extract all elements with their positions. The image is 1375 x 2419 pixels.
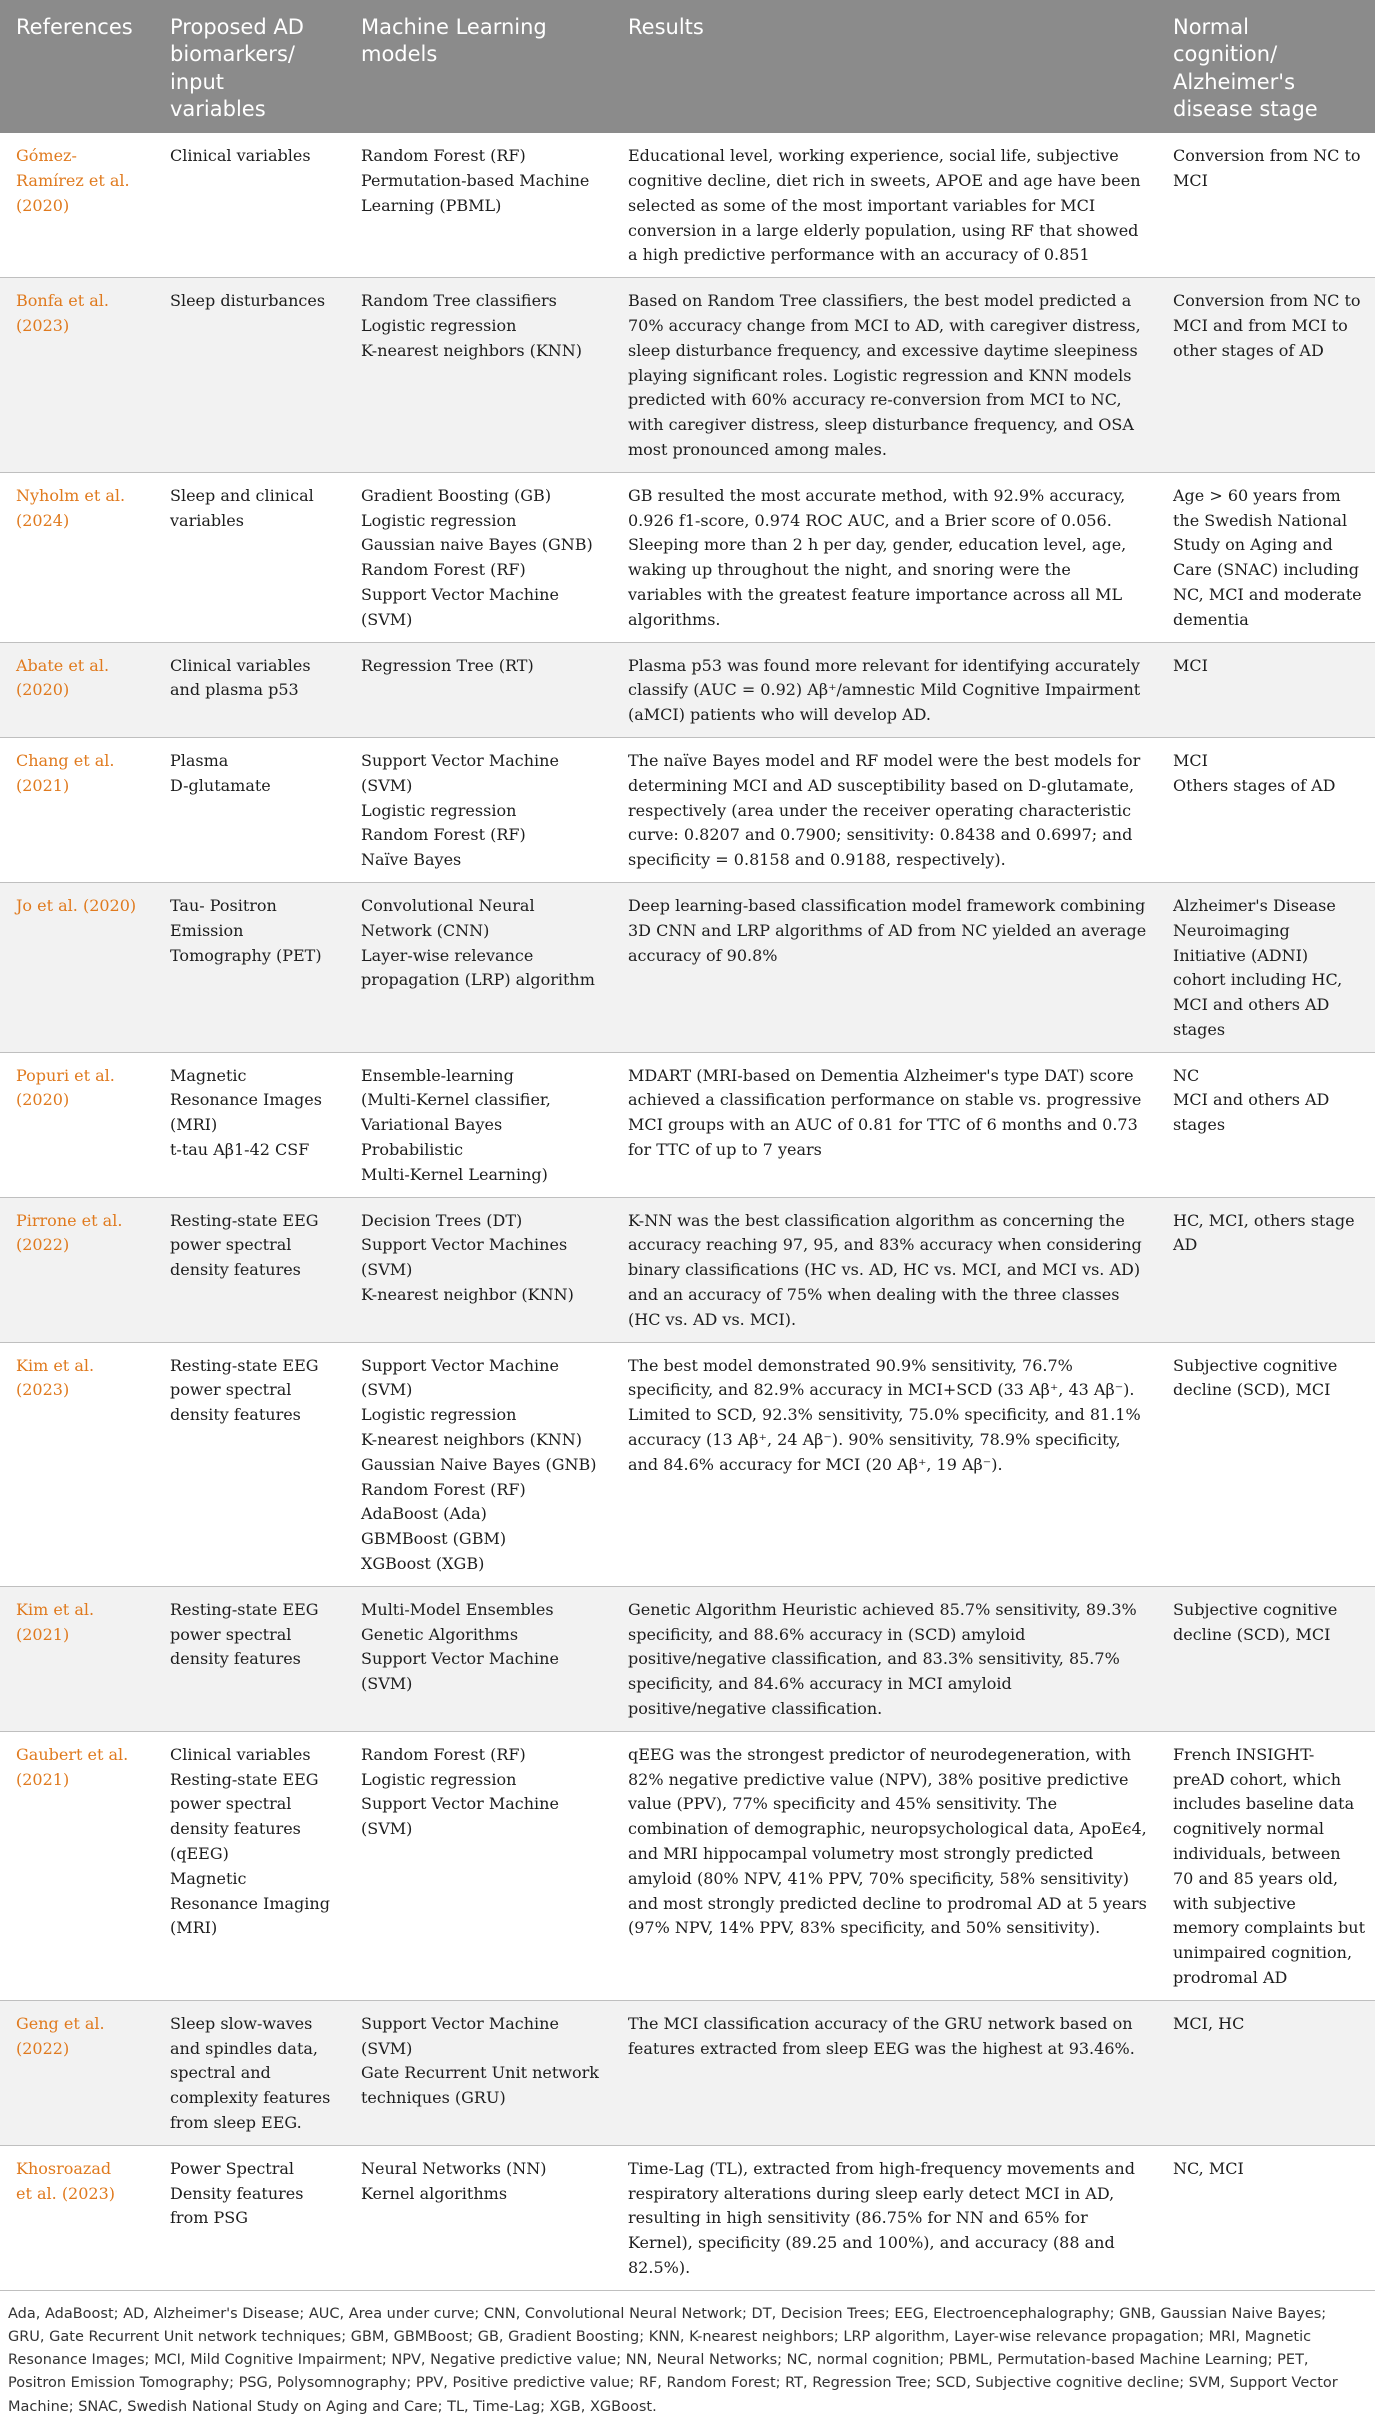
reference-link[interactable]: Kim et al. (2021) bbox=[0, 1586, 154, 1731]
table-row bbox=[0, 882, 1375, 1052]
biomarkers-cell: Clinical variables bbox=[154, 133, 345, 277]
results-cell: Based on Random Tree classifiers, the best model predicted a 70% accuracy change from MCI to AD, with caregiver distress, sleep disturbance frequency, and excessive daytime sleepiness playing significant roles. Logistic regression and KNN models predicted with 60% accuracy re-conversion from MCI to NC, with caregiver distress, sleep disturbance frequency, and OSA most pronounced among males. bbox=[612, 278, 1157, 473]
reference-link[interactable]: Chang et al. (2021) bbox=[0, 737, 154, 882]
stage-cell: MCI bbox=[1157, 642, 1375, 737]
stage-cell: Conversion from NC to MCI bbox=[1157, 133, 1375, 277]
stage-cell: Conversion from NC to MCI and from MCI to other stages of AD bbox=[1157, 278, 1375, 473]
results-cell: Educational level, working experience, social life, subjective cognitive decline, diet rich in sweets, APOE and age have been selected as some of the most important variables for MCI conversion in a large elderly population, using RF that showed a high predictive performance with an accuracy of 0.851 bbox=[612, 133, 1157, 277]
models-cell: Support Vector Machine (SVM) Gate Recurrent Unit network techniques (GRU) bbox=[345, 2000, 612, 2145]
models-cell: Convolutional Neural Network (CNN) Layer-wise relevance propagation (LRP) algorithm bbox=[345, 882, 612, 1052]
models-cell: Random Forest (RF) Permutation-based Machine Learning (PBML) bbox=[345, 133, 612, 277]
table-row bbox=[0, 133, 1375, 277]
reference-link[interactable]: Nyholm et al. (2024) bbox=[0, 472, 154, 642]
models-cell: Decision Trees (DT) Support Vector Machines (SVM) K-nearest neighbor (KNN) bbox=[345, 1197, 612, 1342]
results-cell: Deep learning-based classification model framework combining 3D CNN and LRP algorithms of AD from NC yielded an average accuracy of 90.8% bbox=[612, 882, 1157, 1052]
results-cell: The MCI classification accuracy of the GRU network based on features extracted from sleep EEG was the highest at 93.46%. bbox=[612, 2000, 1157, 2145]
table-body bbox=[0, 133, 1375, 2290]
results-cell: The naïve Bayes model and RF model were the best models for determining MCI and AD susceptibility based on D-glutamate, respectively (area under the receiver operating characteristic curve: 0.8207 and 0.7900; sensitivity: 0.8438 and 0.6997; and specificity = 0.8158 and 0.9188, respectively). bbox=[612, 737, 1157, 882]
biomarkers-cell: Resting-state EEG power spectral density features bbox=[154, 1342, 345, 1586]
models-cell: Ensemble-learning (Multi-Kernel classifier, Variational Bayes Probabilistic Multi-Kernel Learning) bbox=[345, 1052, 612, 1197]
stage-cell: Subjective cognitive decline (SCD), MCI bbox=[1157, 1342, 1375, 1586]
results-cell: qEEG was the strongest predictor of neurodegeneration, with 82% negative predictive value (NPV), 38% positive predictive value (PPV), 77% specificity and 45% sensitivity. The combination of demographic, neuropsychological data, ApoEϵ4, and MRI hippocampal volumetry most strongly predicted amyloid (80% NPV, 41% PPV, 70% specificity, 58% sensitivity) and most strongly predicted decline to prodromal AD at 5 years (97% NPV, 14% PPV, 83% specificity, and 50% sensitivity). bbox=[612, 1731, 1157, 2000]
biomarkers-cell: Tau- Positron Emission Tomography (PET) bbox=[154, 882, 345, 1052]
biomarkers-cell: Clinical variables and plasma p53 bbox=[154, 642, 345, 737]
reference-link[interactable]: Pirrone et al. (2022) bbox=[0, 1197, 154, 1342]
reference-link[interactable]: Gómez- Ramírez et al. (2020) bbox=[0, 133, 154, 277]
biomarkers-cell: Resting-state EEG power spectral density features bbox=[154, 1197, 345, 1342]
table-row bbox=[0, 1731, 1375, 2000]
table-row bbox=[0, 472, 1375, 642]
biomarkers-cell: Resting-state EEG power spectral density features bbox=[154, 1586, 345, 1731]
biomarkers-cell: Plasma D-glutamate bbox=[154, 737, 345, 882]
reference-link[interactable]: Khosroazad et al. (2023) bbox=[0, 2145, 154, 2290]
table-row bbox=[0, 737, 1375, 882]
results-cell: Time-Lag (TL), extracted from high-frequency movements and respiratory alterations during sleep early detect MCI in AD, resulting in high sensitivity (86.75% for NN and 65% for Kernel), specificity (89.25 and 100%), and accuracy (88 and 82.5%). bbox=[612, 2145, 1157, 2290]
header-ml-models: Machine Learning models bbox=[345, 0, 612, 133]
results-cell: The best model demonstrated 90.9% sensitivity, 76.7% specificity, and 82.9% accuracy in MCI+SCD (33 Aβ⁺, 43 Aβ⁻). Limited to SCD, 92.3% sensitivity, 75.0% specificity, and 81.1% accuracy (13 Aβ⁺, 24 Aβ⁻). 90% sensitivity, 78.9% specificity, and 84.6% accuracy for MCI (20 Aβ⁺, 19 Aβ⁻). bbox=[612, 1342, 1157, 1586]
stage-cell: HC, MCI, others stage AD bbox=[1157, 1197, 1375, 1342]
table-row bbox=[0, 278, 1375, 473]
table-row bbox=[0, 1342, 1375, 1586]
models-cell: Random Forest (RF) Logistic regression Support Vector Machine (SVM) bbox=[345, 1731, 612, 2000]
models-cell: Neural Networks (NN) Kernel algorithms bbox=[345, 2145, 612, 2290]
stage-cell: NC, MCI bbox=[1157, 2145, 1375, 2290]
results-cell: Genetic Algorithm Heuristic achieved 85.7% sensitivity, 89.3% specificity, and 88.6% accuracy in (SCD) amyloid positive/negative classification, and 83.3% sensitivity, 85.7% specificity, and 84.6% accuracy in MCI amyloid positive/negative classification. bbox=[612, 1586, 1157, 1731]
stage-cell: MCI, HC bbox=[1157, 2000, 1375, 2145]
table-row bbox=[0, 1586, 1375, 1731]
models-cell: Multi-Model Ensembles Genetic Algorithms Support Vector Machine (SVM) bbox=[345, 1586, 612, 1731]
reference-link[interactable]: Gaubert et al. (2021) bbox=[0, 1731, 154, 2000]
stage-cell: MCI Others stages of AD bbox=[1157, 737, 1375, 882]
table-row bbox=[0, 1197, 1375, 1342]
reference-link[interactable]: Jo et al. (2020) bbox=[0, 882, 154, 1052]
models-cell: Random Tree classifiers Logistic regression K-nearest neighbors (KNN) bbox=[345, 278, 612, 473]
models-cell: Support Vector Machine (SVM) Logistic regression K-nearest neighbors (KNN) Gaussian Naive Bayes (GNB) Random Forest (RF) AdaBoost (Ada) GBMBoost (GBM) XGBoost (XGB) bbox=[345, 1342, 612, 1586]
table-row bbox=[0, 642, 1375, 737]
biomarkers-cell: Clinical variables Resting-state EEG power spectral density features (qEEG) Magnetic Resonance Imaging (MRI) bbox=[154, 1731, 345, 2000]
reference-link[interactable]: Kim et al. (2023) bbox=[0, 1342, 154, 1586]
abbreviations-footnote: Ada, AdaBoost; AD, Alzheimer's Disease; AUC, Area under curve; CNN, Convolutional Neural Network; DT, Decision Trees; EEG, Electroencephalography; GNB, Gaussian Naive Bayes; GRU, Gate Recurrent Unit network techniques; GBM, GBMBoost; GB, Gradient Boosting; KNN, K-nearest neighbors; LRP algorithm, Layer-wise relevance propagation; MRI, Magnetic Resonance Images; MCI, Mild Cognitive Impairment; NPV, Negative predictive value; NN, Neural Networks; NC, normal cognition; PBML, Permutation-based Machine Learning; PET, Positron Emission Tomography; PSG, Polysomnography; PPV, Positive predictive value; RF, Random Forest; RT, Regression Tree; SCD, Subjective cognitive decline; SVM, Support Vector Machine; SNAC, Swedish National Study on Aging and Care; TL, Time-Lag; XGB, XGBoost. bbox=[8, 2305, 1338, 2415]
results-cell: Plasma p53 was found more relevant for identifying accurately classify (AUC = 0.92) Aβ⁺/amnestic Mild Cognitive Impairment (aMCI) patients who will develop AD. bbox=[612, 642, 1157, 737]
header-results: Results bbox=[612, 0, 1157, 133]
models-cell: Regression Tree (RT) bbox=[345, 642, 612, 737]
stage-cell: Age > 60 years from the Swedish National Study on Aging and Care (SNAC) including NC, MCI and moderate dementia bbox=[1157, 472, 1375, 642]
models-cell: Gradient Boosting (GB) Logistic regression Gaussian naive Bayes (GNB) Random Forest (RF) Support Vector Machine (SVM) bbox=[345, 472, 612, 642]
reference-link[interactable]: Geng et al. (2022) bbox=[0, 2000, 154, 2145]
table-row bbox=[0, 2000, 1375, 2145]
models-cell: Support Vector Machine (SVM) Logistic regression Random Forest (RF) Naïve Bayes bbox=[345, 737, 612, 882]
biomarkers-cell: Power Spectral Density features from PSG bbox=[154, 2145, 345, 2290]
header-biomarkers: Proposed AD biomarkers/ input variables bbox=[154, 0, 345, 133]
biomarkers-cell: Sleep disturbances bbox=[154, 278, 345, 473]
table-row bbox=[0, 2145, 1375, 2290]
reference-link[interactable]: Bonfa et al. (2023) bbox=[0, 278, 154, 473]
header-stage: Normal cognition/ Alzheimer's disease stage bbox=[1157, 0, 1375, 133]
table-header-row bbox=[0, 0, 1375, 133]
results-cell: GB resulted the most accurate method, with 92.9% accuracy, 0.926 f1-score, 0.974 ROC AUC, and a Brier score of 0.056. Sleeping more than 2 h per day, gender, education level, age, waking up throughout the night, and snoring were the variables with the greatest feature importance across all ML algorithms. bbox=[612, 472, 1157, 642]
stage-cell: Subjective cognitive decline (SCD), MCI bbox=[1157, 1586, 1375, 1731]
stage-cell: French INSIGHT-preAD cohort, which includes baseline data cognitively normal individuals, between 70 and 85 years old, with subjective memory complaints but unimpaired cognition, prodromal AD bbox=[1157, 1731, 1375, 2000]
biomarkers-cell: Sleep and clinical variables bbox=[154, 472, 345, 642]
results-cell: MDART (MRI-based on Dementia Alzheimer's type DAT) score achieved a classification performance on stable vs. progressive MCI groups with an AUC of 0.81 for TTC of 6 months and 0.73 for TTC of up to 7 years bbox=[612, 1052, 1157, 1197]
stage-cell: NC MCI and others AD stages bbox=[1157, 1052, 1375, 1197]
reference-link[interactable]: Abate et al. (2020) bbox=[0, 642, 154, 737]
biomarkers-cell: Sleep slow-waves and spindles data, spectral and complexity features from sleep EEG. bbox=[154, 2000, 345, 2145]
table-row bbox=[0, 1052, 1375, 1197]
reference-link[interactable]: Popuri et al. (2020) bbox=[0, 1052, 154, 1197]
biomarkers-cell: Magnetic Resonance Images (MRI) t-tau Aβ1-42 CSF bbox=[154, 1052, 345, 1197]
results-cell: K-NN was the best classification algorithm as concerning the accuracy reaching 97, 95, and 83% accuracy when considering binary classifications (HC vs. AD, HC vs. MCI, and MCI vs. AD) and an accuracy of 75% when dealing with the three classes (HC vs. AD vs. MCI). bbox=[612, 1197, 1157, 1342]
stage-cell: Alzheimer's Disease Neuroimaging Initiative (ADNI) cohort including HC, MCI and others AD stages bbox=[1157, 882, 1375, 1052]
header-references: References bbox=[0, 0, 154, 133]
